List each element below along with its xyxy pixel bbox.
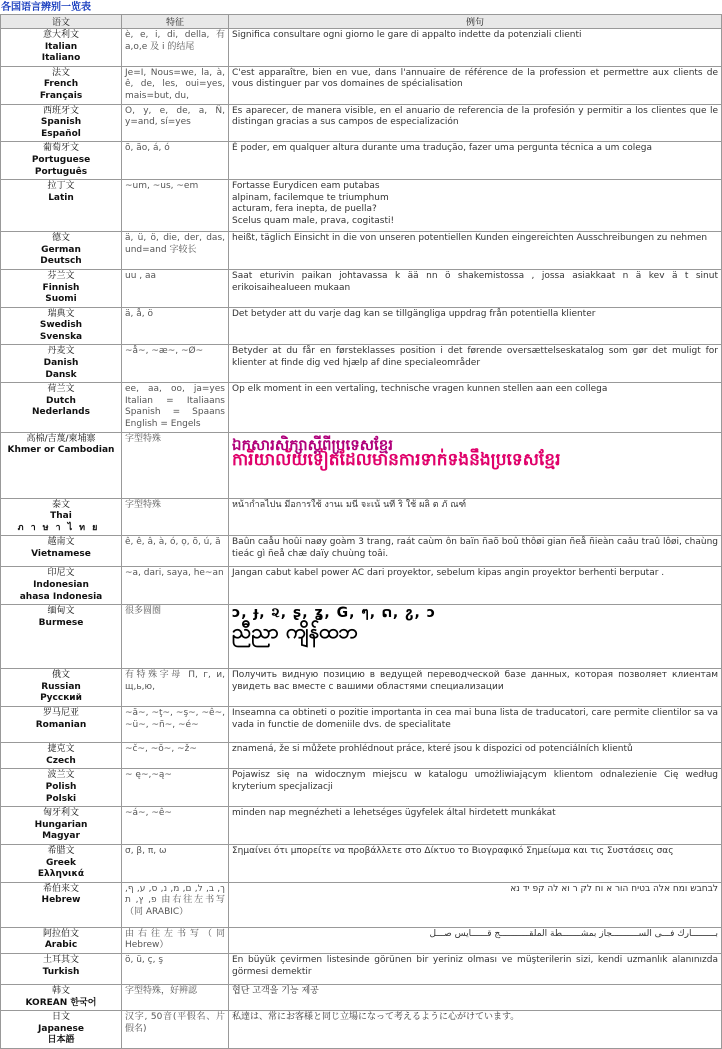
language-name: Indonesian [33, 580, 89, 590]
example-line: acturam, fera inepta, de puella? [232, 204, 377, 215]
example-line: alpinam, facilemque te triumphum [232, 192, 389, 203]
example-cell [229, 1011, 722, 1049]
language-table [0, 14, 722, 1049]
language-cell [1, 66, 122, 104]
table-row [1, 669, 722, 707]
language-name: Japanese [38, 1023, 84, 1034]
language-chinese-name: 高棉/吉蔑/柬埔寨 [26, 433, 96, 444]
language-name: Russian [41, 681, 81, 692]
header-feature: 特征 [122, 15, 229, 29]
example-cell [229, 605, 722, 669]
table-row [1, 882, 722, 927]
language-chinese-name: 西班牙文 [42, 105, 79, 116]
language-name: Czech [46, 755, 76, 766]
language-name: Русский [40, 693, 82, 704]
feature-cell: 字型特殊，好辨認 [122, 984, 229, 1010]
example-line: بـــــــــارك فـــى الســــــــــجاز بمشـــــــطة الملقـــــــــــج قــــــايس صـــل [429, 928, 718, 939]
language-chinese-name: 荷兰文 [47, 384, 75, 395]
language-name: Portuguese [31, 154, 91, 165]
feature-cell: ~um, ~us, ~em [122, 180, 229, 232]
example-line: Σημαίνει ότι μπορείτε να προβάλλετε στο Δίκτυο το Βιογραφικό Σημείωμα και τις Συστάσεις σας [232, 845, 674, 856]
language-chinese-name: 泰文 [51, 499, 70, 510]
feature-cell: ee, aa, oo, ja=yes Italian = Italiaans Spanish = Spaans English = Engels [122, 383, 229, 432]
example-cell [229, 142, 722, 180]
language-name: KOREAN 한국어 [25, 997, 97, 1008]
language-cell [1, 605, 122, 669]
feature-cell: ~č~, ~ŏ~, ~ž~ [122, 743, 229, 769]
language-chinese-name: 日文 [51, 1012, 70, 1023]
example-line: Pojawisz się na widocznym miejscu w katalogu umożliwiającym klientom odnalezienie Cię według kryterium specjalizacji [232, 770, 718, 792]
example-cell [229, 498, 722, 536]
language-chinese-name: 丹麦文 [47, 346, 75, 357]
feature-cell: 由右往左书写（同 Hebrew） [122, 927, 229, 953]
feature-cell: 汉字, 50音(平假名、片假名) [122, 1011, 229, 1049]
language-chinese-name: 希伯来文 [42, 883, 79, 894]
feature-cell: ~å~, ~æ~, ~Ø~ [122, 345, 229, 383]
example-line: Baûn caåu hoûi naøy goàm 3 trang, raát caùm ôn baïn ñaõ boû thôøi gian ñeå ñieàn caâu traû lôøi, chaùng tieác gì ñeå chæ daïy chuùng toâi. [232, 537, 718, 559]
feature-cell: ä, å, ö [122, 307, 229, 345]
table-row [1, 927, 722, 953]
example-line: znamená, že si můžete prohlédnout práce, které jsou k dispozici od potenciálních klientů [232, 744, 633, 755]
example-cell [229, 66, 722, 104]
table-header [1, 15, 722, 29]
feature-cell: ê, ê, â, à, ó, ọ, õ, ú, ă [122, 536, 229, 567]
language-name: Polski [45, 793, 77, 804]
table-row [1, 707, 722, 743]
example-cell [229, 807, 722, 845]
language-chinese-name: 法文 [51, 67, 70, 78]
feature-cell: O, y, e, de, a, Ñ, y=and, sí=yes [122, 104, 229, 142]
language-cell [1, 669, 122, 707]
language-name: Suomi [45, 294, 77, 305]
language-name: Svenska [39, 331, 83, 342]
example-line: minden nap megnézheti a lehetséges ügyfelek által hirdetett munkákat [232, 808, 556, 819]
language-name: Latin [48, 192, 74, 203]
language-name: ภาษาไทย [17, 522, 105, 533]
language-chinese-name: 拉丁文 [47, 181, 75, 192]
table-row [1, 66, 722, 104]
language-chinese-name: 捷克文 [47, 744, 75, 755]
language-chinese-name: 德文 [51, 233, 70, 244]
example-line: É poder, em qualquer altura durante uma tradução, fazer uma pergunta técnica a um colega [232, 143, 652, 154]
example-cell [229, 743, 722, 769]
language-cell [1, 743, 122, 769]
language-cell [1, 769, 122, 807]
example-line: Jangan cabut kabel power AC dari proyektor, sebelum kipas angin proyektor berhenti berputar . [232, 568, 665, 579]
example-cell [229, 307, 722, 345]
language-name: Français [39, 90, 83, 101]
example-cell [229, 345, 722, 383]
table-row [1, 743, 722, 769]
feature-cell: ~á~, ~ê~ [122, 807, 229, 845]
table-row [1, 605, 722, 669]
example-cell [229, 953, 722, 984]
language-cell [1, 707, 122, 743]
language-chinese-name: 瑞典文 [47, 308, 75, 319]
language-name: Thai [50, 511, 72, 522]
language-chinese-name: 印尼文 [47, 568, 75, 579]
language-name: Magyar [42, 831, 80, 842]
table-row [1, 807, 722, 845]
feature-cell: 字型特殊 [122, 432, 229, 498]
language-chinese-name: 希腊文 [47, 845, 75, 856]
language-name: French [43, 79, 79, 90]
example-cell [229, 984, 722, 1010]
language-chinese-name: 芬兰文 [47, 270, 75, 281]
example-cell [229, 567, 722, 605]
example-line: En büyük çevirmen listesinde görünen bir yeriniz olması ve müşterilerin sizi, kendi uzmanlık alanınızda görmesi demektir [232, 954, 718, 977]
example-line: หน้ากำลไปน มีอการใช้ งานเ มนี่ จะเน้ นที่ ริ ใช้ ผลิ ต ภั ณฑ์ [232, 499, 467, 510]
language-name: 日本語 [47, 1035, 75, 1046]
page-title: 各国语言辨别一览表 [1, 2, 91, 13]
table-row [1, 498, 722, 536]
language-cell [1, 536, 122, 567]
table-row [1, 432, 722, 498]
table-row [1, 29, 722, 67]
table-row [1, 104, 722, 142]
language-cell [1, 104, 122, 142]
example-line: Es aparecer, de manera visible, en el anuario de referencia de la profesión y permitir a los clientes que le distingan gracias a sus campos de especialización [232, 105, 718, 128]
table-row [1, 142, 722, 180]
language-chinese-name: 土耳其文 [42, 954, 79, 965]
language-name: Español [41, 128, 81, 139]
language-cell [1, 1011, 122, 1049]
feature-cell: ~ ę~,~ą~ [122, 769, 229, 807]
language-cell [1, 269, 122, 307]
language-cell [1, 180, 122, 232]
language-name: Danish [43, 358, 79, 369]
feature-cell: 很多圆圈 [122, 605, 229, 669]
feature-cell: 字型特殊 [122, 498, 229, 536]
language-cell [1, 307, 122, 345]
feature-cell: ~a, dari, saya, he~an [122, 567, 229, 605]
feature-cell: ö, ü, ç, ş [122, 953, 229, 984]
language-name: Polish [45, 781, 77, 792]
language-cell [1, 984, 122, 1010]
language-chinese-name: 罗马尼亚 [42, 708, 79, 719]
example-line: Op elk moment in een vertaling, technische vragen kunnen stellen aan een collega [232, 384, 608, 395]
example-line: לבחבש ומח אלה בטיח הור א וח לק ר וא לה קפ יד נא [510, 883, 718, 894]
language-name: Dutch [46, 395, 76, 406]
example-line: Significa consultare ogni giorno le gare di appalto indette da potenziali clienti [232, 30, 582, 40]
example-cell [229, 29, 722, 67]
language-chinese-name: 缅甸文 [47, 606, 75, 617]
feature-cell: ä, ü, ö, die, der, das, und=and 字较长 [122, 232, 229, 270]
language-cell [1, 807, 122, 845]
table-row [1, 269, 722, 307]
example-cell [229, 669, 722, 707]
example-line: Scelus quam male, prava, cogitasti! [232, 215, 395, 226]
example-line: Получить видную позицию в ведущей переводческой базе данных, которая позволяет клиентам увидеть вас вместе с вашими областями специализации [232, 670, 718, 692]
table-row [1, 769, 722, 807]
table-row [1, 984, 722, 1010]
language-name: Deutsch [40, 256, 82, 267]
language-chinese-name: 越南文 [47, 537, 75, 548]
feature-cell: õ, ão, á, ó [122, 142, 229, 180]
language-name: ahasa Indonesia [19, 591, 103, 602]
language-name: Greek [45, 857, 77, 868]
feature-cell: ך, ב, ל, ם, מ, נ, ס, ע, ף, פ, ץ, ת 由右往左书写（同 ARABIC） [122, 882, 229, 927]
example-line: heißt, täglich Einsicht in die von unseren potentiellen Kunden eingereichten Ausschreibungen zu nehmen [232, 233, 708, 244]
burmese-sample-text: ɔ, ɟ, ૨, ʂ, ʓ, G, ๆ, ດ, ჷ, ɔ [232, 605, 437, 622]
table-row [1, 953, 722, 984]
language-name: Português [34, 166, 88, 177]
table-row [1, 567, 722, 605]
language-name: Burmese [38, 617, 84, 628]
example-cell [229, 707, 722, 743]
language-cell [1, 953, 122, 984]
language-name: Dansk [45, 369, 77, 380]
example-cell [229, 269, 722, 307]
language-cell [1, 927, 122, 953]
language-name: Ελληνικά [37, 869, 85, 880]
example-cell [229, 180, 722, 232]
language-name: Spanish [40, 117, 82, 128]
example-cell [229, 536, 722, 567]
language-name: Italian [44, 41, 78, 52]
feature-cell: Je=I, Nous=we, la, à, ê, de, les, oui=yes, mais=but, du, [122, 66, 229, 104]
example-line: C'est apparaître, bien en vue, dans l'annuaire de référence de la profession et permettre aux clients de vous distinguer par vos domaines de spécialisation [232, 67, 718, 90]
khmer-sample-text: ឯកសារសិក្សាស្តីពីប្រទេសខ្មែរ [232, 435, 394, 454]
table-row [1, 536, 722, 567]
language-cell [1, 882, 122, 927]
language-chinese-name: 意大利文 [42, 30, 79, 40]
example-line: Det betyder att du varje dag kan se tillgängliga uppdrag från potentiella klienter [232, 308, 596, 319]
example-cell [229, 383, 722, 432]
example-cell [229, 104, 722, 142]
example-line: Betyder at du får en førsteklasses position i det førende oversættelseskatalog som gør det muligt for klienter at finde dig ved hjælp af dine specialeområder [232, 346, 718, 369]
example-line: Fortasse Eurydicen eam putabas [232, 181, 380, 192]
khmer-sample-text: ការិយាល័យទៀតដែលមានការទាក់ទងនឹងប្រទេសខ្មែរ [232, 450, 561, 471]
language-name: Italiano [41, 53, 81, 64]
language-chinese-name: 阿拉伯文 [42, 928, 79, 939]
language-cell [1, 498, 122, 536]
feature-cell: 有特殊字母 П, г, и, щ,ь,ю, [122, 669, 229, 707]
language-chinese-name: 波兰文 [47, 770, 75, 781]
language-chinese-name: 葡萄牙文 [42, 143, 79, 154]
language-cell [1, 29, 122, 67]
language-name: Nederlands [32, 407, 90, 418]
language-chinese-name: 韩文 [51, 985, 70, 996]
language-name: Arabic [44, 940, 78, 951]
language-name: German [41, 244, 81, 255]
language-name: Hebrew [41, 895, 81, 906]
example-cell [229, 769, 722, 807]
language-name: Hungarian [34, 819, 88, 830]
language-cell [1, 567, 122, 605]
example-line: 私達は、常にお客様と同じ立場になって考えるように心がけています。 [232, 1012, 520, 1023]
example-line: Inseamna ca obtineti o pozitie importanta in cea mai buna lista de traducatori, care permite clientilor sa va vada in functie de domeniile dvs. de specialitate [232, 708, 718, 730]
example-line: Saat eturivin paikan johtavassa k ää nn ö shakemistossa , jossa asiakkaat n ä kev ä t sinut erikoisaihealueen mukaan [232, 270, 718, 293]
feature-cell: ~ă~, ~ţ~, ~ş~, ~ê~, ~ü~, ~ñ~, ~é~ [122, 707, 229, 743]
language-chinese-name: 匈牙利文 [42, 808, 79, 819]
table-row [1, 383, 722, 432]
language-name: Swedish [39, 320, 83, 331]
language-name: Khmer or Cambodian [7, 445, 115, 456]
language-cell [1, 142, 122, 180]
language-cell [1, 432, 122, 498]
language-cell [1, 383, 122, 432]
example-cell [229, 844, 722, 882]
example-cell [229, 232, 722, 270]
example-cell [229, 432, 722, 498]
language-name: Turkish [42, 966, 80, 977]
table-row [1, 180, 722, 232]
language-cell [1, 844, 122, 882]
table-row [1, 345, 722, 383]
language-cell [1, 345, 122, 383]
language-chinese-name: 俄文 [51, 670, 70, 681]
language-name: Vietnamese [31, 549, 91, 559]
table-row [1, 232, 722, 270]
language-cell [1, 232, 122, 270]
language-name: Romanian [35, 719, 87, 730]
feature-cell: σ, β, π, ω [122, 844, 229, 882]
example-cell [229, 927, 722, 953]
feature-cell: è, e, i, di, della, 有a,o,e 及 i 的结尾 [122, 29, 229, 67]
language-name: Finnish [42, 282, 80, 293]
table-row [1, 844, 722, 882]
header-example: 例句 [229, 15, 722, 29]
table-row [1, 307, 722, 345]
table-row [1, 1011, 722, 1049]
burmese-sample-text: ညီညာ ကျိန်ထဘ [232, 618, 358, 643]
example-line: 협단 고객을 기능 제공 [232, 985, 319, 996]
feature-cell: uu , aa [122, 269, 229, 307]
example-cell [229, 882, 722, 927]
header-language: 语文 [1, 15, 122, 29]
